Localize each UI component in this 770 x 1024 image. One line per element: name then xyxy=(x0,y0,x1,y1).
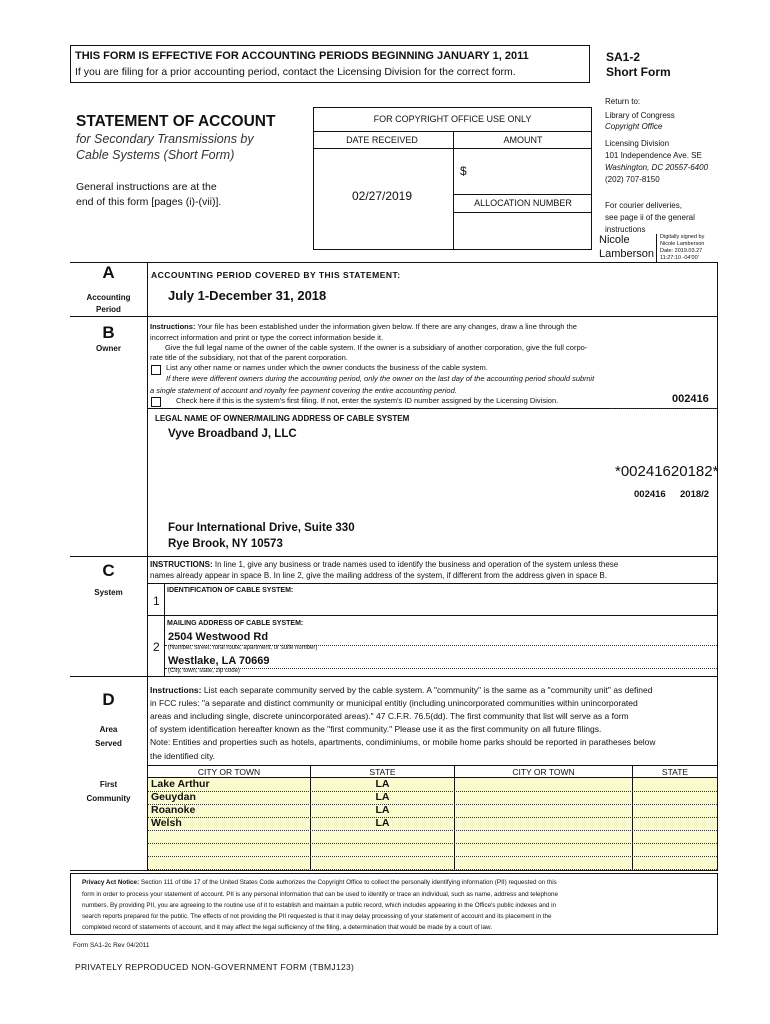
general-instructions-2: end of this form [pages (i)-(vii)]. xyxy=(76,196,222,208)
courier-line-2: see page ii of the general xyxy=(605,213,695,222)
first-filing-text: Check here if this is the system's first filing. If not, enter the system's ID number assigned by the Licensing Division. xyxy=(176,396,559,405)
section-b-instr-2: incorrect information and print or type the correct information beside it. xyxy=(150,333,384,342)
section-d-instr-3: areas and including single, discrete unincorporated areas)." 47 C.F.R. 76.5(dd). The first community that list will serve as a form xyxy=(150,711,629,721)
privacy-line-5: completed record of statements of account, and it may affect the legal sufficiency of the filing, a determination that would be made by a court of law. xyxy=(82,924,492,931)
community-row-line xyxy=(148,830,717,831)
section-d-side-4: Community xyxy=(86,794,131,803)
section-c-instr-text-1: In line 1, give any business or trade names used to identify the business and operation of the system unless these xyxy=(214,560,619,569)
section-b-side: Owner xyxy=(96,344,121,353)
section-d-instr-text-1: List each separate community served by the cable system. A "community" is the same as a "community unit" as defined xyxy=(203,685,653,695)
divider xyxy=(717,316,718,556)
divider xyxy=(70,316,718,317)
section-d-instr-6: the identified city. xyxy=(150,751,216,761)
title-sub-2: Cable Systems (Short Form) xyxy=(76,148,235,162)
legal-name-label: LEGAL NAME OF OWNER/MAILING ADDRESS OF CABLE SYSTEM xyxy=(155,414,410,423)
signature-detail-3: Date: 2019.03.27 xyxy=(660,248,703,254)
privacy-label: Privacy Act Notice: xyxy=(82,879,140,886)
signature-detail-4: 11:27:10 -04'00' xyxy=(660,255,699,261)
section-a-side-1: Accounting xyxy=(86,293,131,302)
section-d-instr-2: in FCC rules: "a separate and distinct community or municipal entitiy (including unincorporated communities within unincorporated xyxy=(150,698,638,708)
section-b-instr-4: rate title of the subsidiary, not that of the parent corporation. xyxy=(150,353,348,362)
line-2-number: 2 xyxy=(153,640,160,654)
return-line-6: (202) 707-8150 xyxy=(605,175,660,184)
section-d-side-2: Served xyxy=(95,739,122,748)
barcode-text: *00241620182* xyxy=(615,463,719,480)
owner-name[interactable]: Vyve Broadband J, LLC xyxy=(168,428,297,440)
community-state[interactable]: LA xyxy=(375,778,390,790)
city-hint: (City, town, state, zip code) xyxy=(168,668,240,674)
divider xyxy=(147,262,148,316)
divider xyxy=(70,676,718,677)
courier-line-1: For courier deliveries, xyxy=(605,201,682,210)
street-hint: (Number, street, rural route, apartment, or suite number) xyxy=(168,645,318,651)
effective-line: THIS FORM IS EFFECTIVE FOR ACCOUNTING PERIODS BEGINNING JANUARY 1, 2011 xyxy=(75,50,529,62)
section-d-instr-4: of system identification hereafter known as the "first community." Please use it as the first community on all future filings. xyxy=(150,724,602,734)
section-d-instr-line-1 xyxy=(150,685,652,695)
date-received-value[interactable]: 02/27/2019 xyxy=(351,189,413,203)
mailing-address-label: MAILING ADDRESS OF CABLE SYSTEM: xyxy=(167,620,304,627)
return-line-2: Copyright Office xyxy=(605,122,663,131)
divider xyxy=(70,870,718,871)
reproduced-notice: PRIVATELY REPRODUCED NON-GOVERNMENT FORM (TBMJ123) xyxy=(75,962,355,972)
amount-label: AMOUNT xyxy=(503,135,543,145)
section-c-instr-2: names already appear in space B. In line 2, give the mailing address of the system, if different from the address given in space B. xyxy=(150,571,607,580)
section-d-side-1: Area xyxy=(99,725,118,734)
divider xyxy=(70,556,718,557)
signature-divider xyxy=(656,234,657,262)
section-a-side-2: Period xyxy=(96,305,121,314)
amount-dollar: $ xyxy=(460,164,467,178)
col-city2-header: CITY OR TOWN xyxy=(512,767,575,777)
return-line-4: 101 Independence Ave. SE xyxy=(605,151,702,160)
return-line-5: Washington, DC 20557-6400 xyxy=(605,163,709,172)
first-filing-checkbox[interactable] xyxy=(151,397,161,407)
accounting-period-value[interactable]: July 1-December 31, 2018 xyxy=(168,288,327,303)
privacy-line-2: form in order to process your statement of account. PII is any personal information that can be used to identify or trace an individual, such as name, address and telephone xyxy=(82,891,559,898)
divider xyxy=(717,262,718,316)
section-b-instr-text-1: Your file has been established under the information given below. If there are any changes, draw a line through the xyxy=(197,322,577,331)
line-1-number: 1 xyxy=(153,594,160,608)
section-b-instr-line-1 xyxy=(150,322,577,331)
code-period: 2018/2 xyxy=(680,489,710,500)
section-d-side-3: First xyxy=(99,780,118,789)
section-b-instr-7: a single statement of account and royalty fee payment covering the entire accounting period. xyxy=(150,386,457,395)
section-d-letter: D xyxy=(102,690,115,709)
return-line-1: Library of Congress xyxy=(605,111,675,120)
divider xyxy=(147,556,148,676)
section-d-instr-label: Instructions: xyxy=(150,685,202,695)
privacy-text-1: Section 111 of title 17 of the United States Code authorizes the Copyright Office to collect the personally identifying information (PII) requested on this xyxy=(140,879,557,886)
divider xyxy=(164,583,165,615)
date-received-label: DATE RECEIVED xyxy=(346,135,418,145)
return-to-label: Return to: xyxy=(605,97,641,106)
section-a-letter: A xyxy=(102,263,115,282)
return-line-3: Licensing Division xyxy=(605,139,670,148)
section-b-instr-3: Give the full legal name of the owner of the cable system. If the owner is a subsidiary of another corporation, give the full corpo- xyxy=(165,343,588,352)
divider xyxy=(70,262,718,263)
section-d-instr-5: Note: Entities and properties such as hotels, apartments, condiminiums, or mobile home parks should be reported in paratheses below xyxy=(150,737,656,747)
privacy-line-1 xyxy=(82,879,557,886)
divider xyxy=(453,194,592,195)
section-c-letter: C xyxy=(102,561,115,580)
page-title: STATEMENT OF ACCOUNT xyxy=(76,113,276,130)
privacy-line-3: numbers. By providing PII, you are agreeing to the routine use of it to establish and maintain a public record, which includes appearing in the Office's public indexes and in xyxy=(82,902,556,909)
divider xyxy=(147,615,718,616)
owner-address-1[interactable]: Four International Drive, Suite 330 xyxy=(168,522,355,534)
community-city[interactable]: Geuydan xyxy=(151,791,196,803)
community-row-line xyxy=(148,843,717,844)
divider xyxy=(453,212,592,213)
divider xyxy=(453,131,454,250)
owner-address-2[interactable]: Rye Brook, NY 10573 xyxy=(168,538,283,550)
form-code: SA1-2 xyxy=(606,50,641,64)
system-id-number[interactable]: 002416 xyxy=(672,393,709,405)
id-underline xyxy=(610,408,717,409)
community-city[interactable]: Lake Arthur xyxy=(151,778,210,790)
community-state[interactable]: LA xyxy=(375,804,390,816)
section-b-instr-label: Instructions: xyxy=(150,322,196,331)
divider xyxy=(147,316,148,556)
city-underline xyxy=(165,668,717,669)
title-sub-1: for Secondary Transmissions by xyxy=(76,132,254,146)
divider xyxy=(147,583,718,584)
community-city[interactable]: Welsh xyxy=(151,817,182,829)
form-revision: Form SA1-2c Rev 04/2011 xyxy=(73,942,150,949)
section-b-instr-6: If there were different owners during the accounting period, only the owner on the last day of the accounting period should submit xyxy=(166,374,595,383)
community-city[interactable]: Roanoke xyxy=(151,804,196,816)
other-names-checkbox[interactable] xyxy=(151,365,161,375)
form-type: Short Form xyxy=(606,65,671,79)
courier-line-3: instructions xyxy=(605,225,646,234)
col-state-header: STATE xyxy=(369,767,396,777)
system-street[interactable]: 2504 Westwood Rd xyxy=(168,631,269,643)
signature-detail-2: Nicole Lamberson xyxy=(660,241,705,247)
divider xyxy=(717,556,718,676)
accounting-period-heading: ACCOUNTING PERIOD COVERED BY THIS STATEMENT: xyxy=(151,270,401,280)
signature-last-name: Lamberson xyxy=(599,248,655,260)
section-b-instr-5: List any other name or names under which the owner conducts the business of the cable system. xyxy=(166,363,488,372)
office-use-header: FOR COPYRIGHT OFFICE USE ONLY xyxy=(373,114,532,124)
section-b-letter: B xyxy=(102,323,115,342)
section-c-side: System xyxy=(94,588,123,597)
section-c-instr-label: INSTRUCTIONS: xyxy=(150,560,213,569)
allocation-number-label: ALLOCATION NUMBER xyxy=(474,198,572,208)
divider xyxy=(717,676,718,870)
community-state[interactable]: LA xyxy=(375,817,390,829)
code-id: 002416 xyxy=(634,489,666,500)
prior-period-line: If you are filing for a prior accounting period, contact the Licensing Division for the correct form. xyxy=(75,66,516,78)
signature-detail-1: Digitally signed by xyxy=(660,234,705,240)
system-city[interactable]: Westlake, LA 70669 xyxy=(168,655,270,667)
community-row-line xyxy=(148,856,717,857)
col-state2-header: STATE xyxy=(661,767,689,777)
community-state[interactable]: LA xyxy=(375,791,390,803)
community-row-line xyxy=(148,869,717,870)
col-city-header: CITY OR TOWN xyxy=(197,767,261,777)
signature-first-name: Nicole xyxy=(599,234,630,246)
privacy-line-4: search reports prepared for the public. The effects of not providing the PII requested is that it may delay processing of your statement of account and its placement in the xyxy=(82,913,552,920)
section-c-instr-line-1 xyxy=(150,560,618,569)
identification-label: IDENTIFICATION OF CABLE SYSTEM: xyxy=(167,587,294,594)
general-instructions-1: General instructions are at the xyxy=(76,181,217,193)
